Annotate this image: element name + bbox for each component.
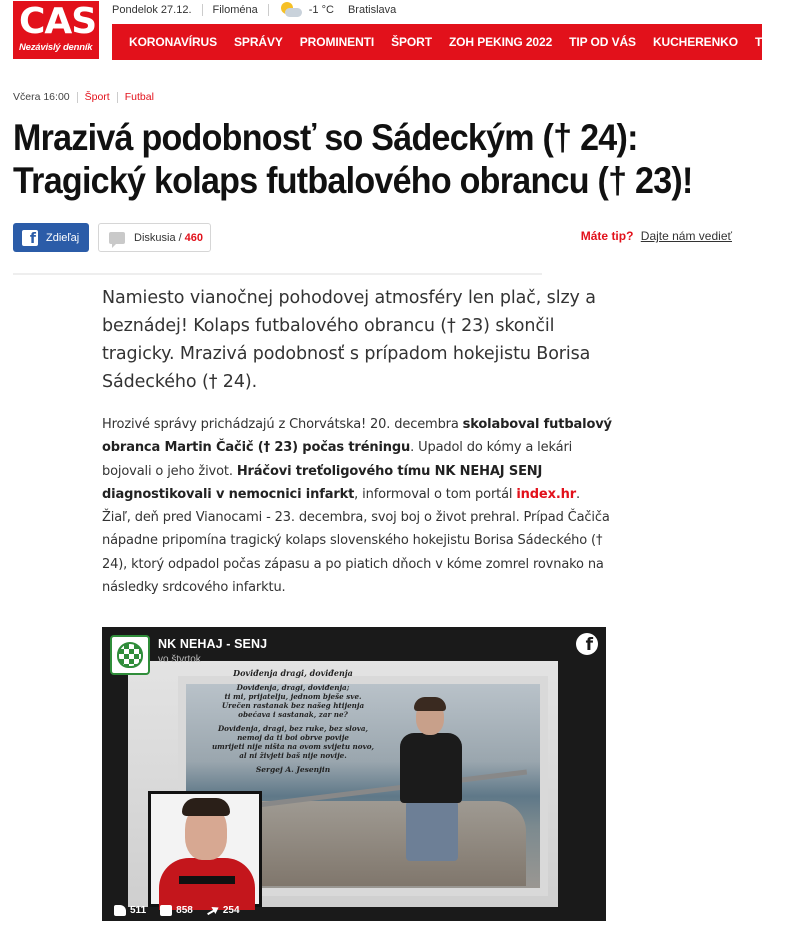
temperature: -1 °C [308, 4, 334, 16]
likes-stat[interactable] [114, 905, 146, 916]
facebook-icon: f [22, 230, 38, 246]
shares-count: 254 [222, 905, 240, 916]
body-text: , informoval o tom portál [354, 486, 517, 502]
post-stats [114, 905, 254, 916]
player-portrait [148, 791, 262, 907]
club-crest-icon[interactable] [110, 635, 150, 675]
facebook-logo-icon[interactable]: f [576, 633, 598, 655]
topbar [112, 0, 396, 20]
article-meta [13, 91, 154, 103]
nav-item-sport[interactable]: ŠPORT [391, 35, 432, 49]
breadcrumb-subsection[interactable]: Futbal [124, 91, 154, 103]
post-header [110, 635, 267, 675]
nav-item-zoh-peking[interactable]: ZOH PEKING 2022 [448, 35, 553, 49]
nav-item-prominenti[interactable]: PROMINENTI [299, 35, 375, 49]
logo-text: CAS [19, 1, 97, 42]
nav-item-koronavirus[interactable]: KORONAVÍRUS [129, 35, 218, 49]
partly-cloudy-icon [279, 1, 303, 19]
discussion-button[interactable] [98, 223, 211, 252]
divider [202, 4, 203, 16]
body-bold: skolaboval futbalový obranca Martin Čačič († 23) počas tréningu [102, 417, 612, 456]
section-divider [13, 273, 542, 275]
tip-link[interactable]: Dajte nám vedieť [640, 229, 732, 243]
site-logo[interactable] [13, 1, 99, 59]
share-icon [207, 905, 219, 916]
page-name[interactable]: NK NEHAJ - SENJ [158, 637, 268, 651]
breadcrumb-section[interactable]: Šport [84, 91, 110, 103]
tip-question: Máte tip? [580, 229, 634, 243]
nav-item-tip-od-vas[interactable]: TIP OD VÁS [569, 35, 636, 49]
news-tip [581, 229, 732, 243]
nav-item-kucherenko[interactable]: KUCHERENKO [652, 35, 738, 49]
comment-icon [160, 905, 172, 916]
facebook-share-button[interactable] [13, 223, 89, 252]
city: Bratislava [347, 4, 397, 16]
facebook-embed[interactable] [102, 627, 606, 921]
nameday: Filoména [212, 4, 258, 16]
body-text: Hrozivé správy prichádzajú z Chorvátska! 20. decembra [102, 417, 463, 432]
article-title: Mrazivá podobnosť so Sádeckým († 24): Tragický kolaps futbalového obrancu († 23)! [13, 117, 693, 201]
divider [268, 4, 269, 16]
comment-bubble-icon [109, 232, 125, 244]
poem-title: Doviđenja dragi, doviđenja [233, 668, 353, 678]
player-photo [398, 691, 468, 891]
shares-stat[interactable] [207, 905, 240, 916]
divider [117, 92, 118, 103]
current-date: Pondelok 27.12. [112, 4, 192, 16]
divider [77, 92, 78, 103]
main-nav [112, 24, 796, 60]
likes-count: 511 [130, 905, 147, 916]
body-text: . Upadol do kómy a lekári bojovali o jeho život. [102, 440, 573, 479]
like-icon [114, 905, 126, 916]
article-lead: Namiesto vianočnej pohodovej atmosféry len plač, slzy a beznádej! Kolaps futbalového obrancu († 23) skončil tragicky. Mrazivá podobnosť s prípadom hokejistu Borisa Sádeckého († 24). [102, 288, 596, 392]
poem-stanza: Doviđenja, dragi, bez ruke, bez slova, nemoj da ti boi obrve povije umrijeti nije ništa na ovom svijetu novo, al ni živjeti baš nije novije. [211, 724, 375, 760]
discussion-label: Diskusia [134, 231, 176, 244]
logo-subtitle: Nezávislý denník [19, 42, 93, 53]
body-text: . Žiaľ, deň pred Vianocami - 23. decembra, svoj boj o život prehral. Prípad Čačiča nápadne pripomína tragický kolaps slovenského hokejistu Borisa Sádeckého († 24), ktorý odpadol počas zápasu a po piatich dňoch v kóme zomrel rovnako na následky srdcového infarktu. [102, 486, 610, 596]
share-label: Zdieľaj [46, 231, 80, 244]
nav-item-spravy[interactable]: SPRÁVY [234, 35, 283, 49]
body-bold: Hráčovi treťoligového tímu NK NEHAJ SENJ diagnostikovali v nemocnici infarkt [102, 463, 543, 502]
publish-time: Včera 16:00 [13, 91, 70, 103]
comments-stat[interactable] [160, 905, 193, 916]
poem-author: Sergej A. Jesenjin [255, 765, 331, 774]
post-date[interactable]: vo štvrtok [158, 654, 201, 665]
nav-item-tivi[interactable]: TIVI.SK [754, 35, 796, 49]
source-link[interactable]: index.hr [516, 486, 576, 502]
discussion-count: 460 [184, 231, 203, 244]
memorial-poem [198, 669, 388, 774]
discussion-separator: / [178, 231, 182, 244]
weather-widget[interactable] [279, 1, 396, 19]
comments-count: 858 [176, 905, 193, 916]
poem-stanza: Doviđenja, dragi, doviđenja; ti mi, prijatelju, jednom bješe sve. Urečen rastanak bez našeg htijenja obećava i sastanak, zar ne? [221, 683, 365, 719]
article-body [102, 413, 612, 599]
